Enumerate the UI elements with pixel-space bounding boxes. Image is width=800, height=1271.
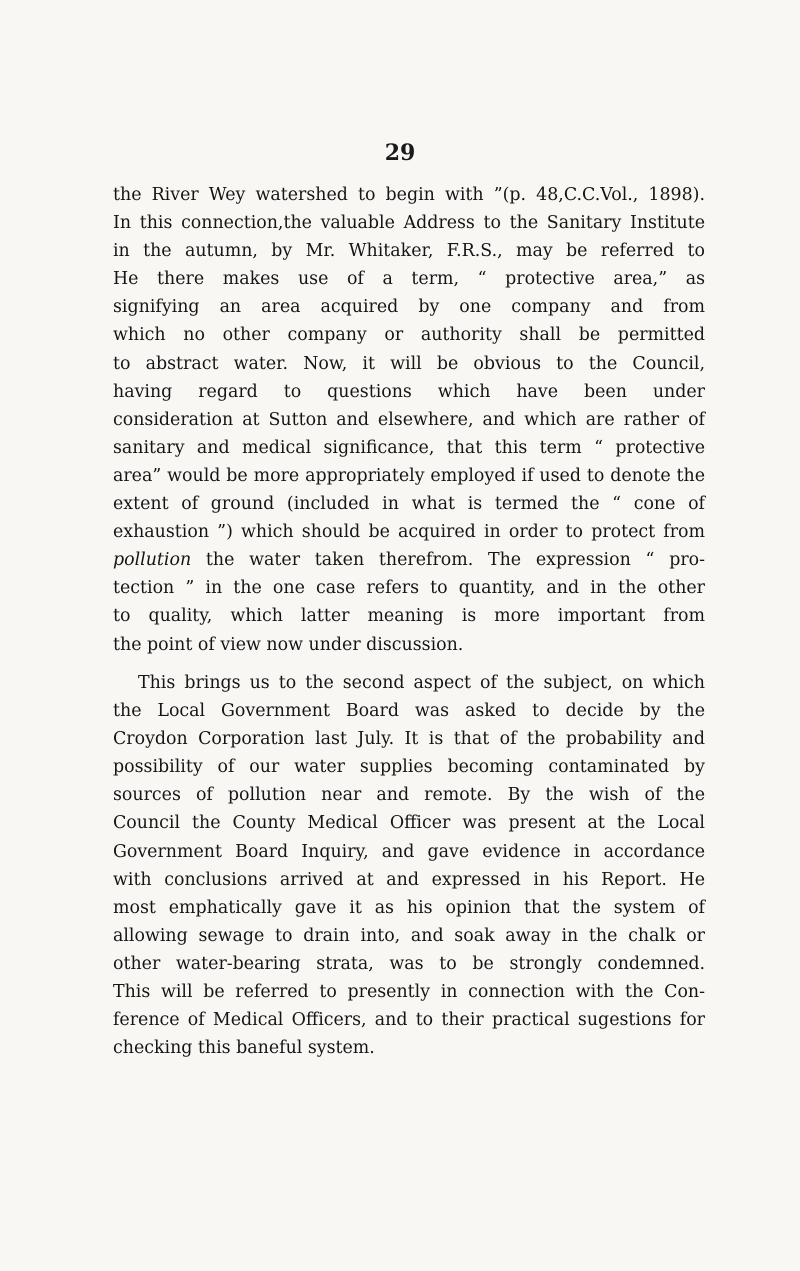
text-line: checking this baneful system. (113, 1038, 375, 1059)
text-line: the point of view now under discussion. (113, 634, 464, 655)
text-line: extent of ground (included in what is termed the “ cone of (113, 494, 705, 515)
text-line: This will be referred to presently in connection with the Con- (113, 982, 705, 1003)
text-line-italic-start: pollution the water taken therefrom. The expression “ pro- (113, 550, 705, 571)
text-line: with conclusions arrived at and expressed in his Report. He (113, 869, 705, 890)
text-line: most emphatically gave it as his opinion that the system of (113, 897, 705, 918)
text-line: Government Board Inquiry, and gave evidence in accordance (113, 841, 705, 862)
text-line: to quality, which latter meaning is more important from (113, 606, 705, 627)
text-line: In this connection,the valuable Address to the Sanitary Institute (113, 213, 705, 234)
text-line: signifying an area acquired by one company and from (113, 297, 705, 318)
text-line: the Local Government Board was asked to decide by the (113, 701, 705, 722)
text-line: tection ” in the one case refers to quantity, and in the other (113, 578, 705, 599)
text-line: exhaustion ”) which should be acquired in order to protect from (113, 522, 705, 543)
text-line: to abstract water. Now, it will be obvious to the Council, (113, 353, 705, 374)
paragraph-2 (113, 669, 705, 1062)
text-line: area” would be more appropriately employed if used to denote the (113, 465, 705, 486)
text-line: allowing sewage to drain into, and soak away in the chalk or (113, 925, 705, 946)
page-number: 29 (384, 140, 416, 166)
text-line: the River Wey watershed to begin with ”(p. 48,C.C.Vol., 1898). (113, 185, 705, 205)
text-line: Council the County Medical Officer was present at the Local (113, 813, 705, 834)
text-line: Croydon Corporation last July. It is that of the probability and (113, 729, 705, 750)
text-line: ference of Medical Officers, and to their practical sugestions for (113, 1010, 705, 1031)
paragraph-1 (113, 181, 705, 659)
text-line: in the autumn, by Mr. Whitaker, F.R.S., may be referred to (113, 241, 705, 262)
text-line: He there makes use of a term, “ protective area,” as (113, 269, 705, 290)
text-line: having regard to questions which have been under (113, 381, 705, 402)
text-line: sources of pollution near and remote. By the wish of the (113, 785, 705, 806)
italic-word: pollution (113, 550, 192, 571)
text-line: possibility of our water supplies becoming contaminated by (113, 757, 705, 778)
text-line: consideration at Sutton and elsewhere, and which are rather of (113, 409, 705, 430)
text-line: which no other company or authority shall be permitted (113, 325, 705, 346)
text-line: other water-bearing strata, was to be strongly condemned. (113, 953, 705, 974)
text-line: sanitary and medical significance, that this term “ protective (113, 437, 705, 458)
text-line: This brings us to the second aspect of the subject, on which (138, 673, 705, 693)
